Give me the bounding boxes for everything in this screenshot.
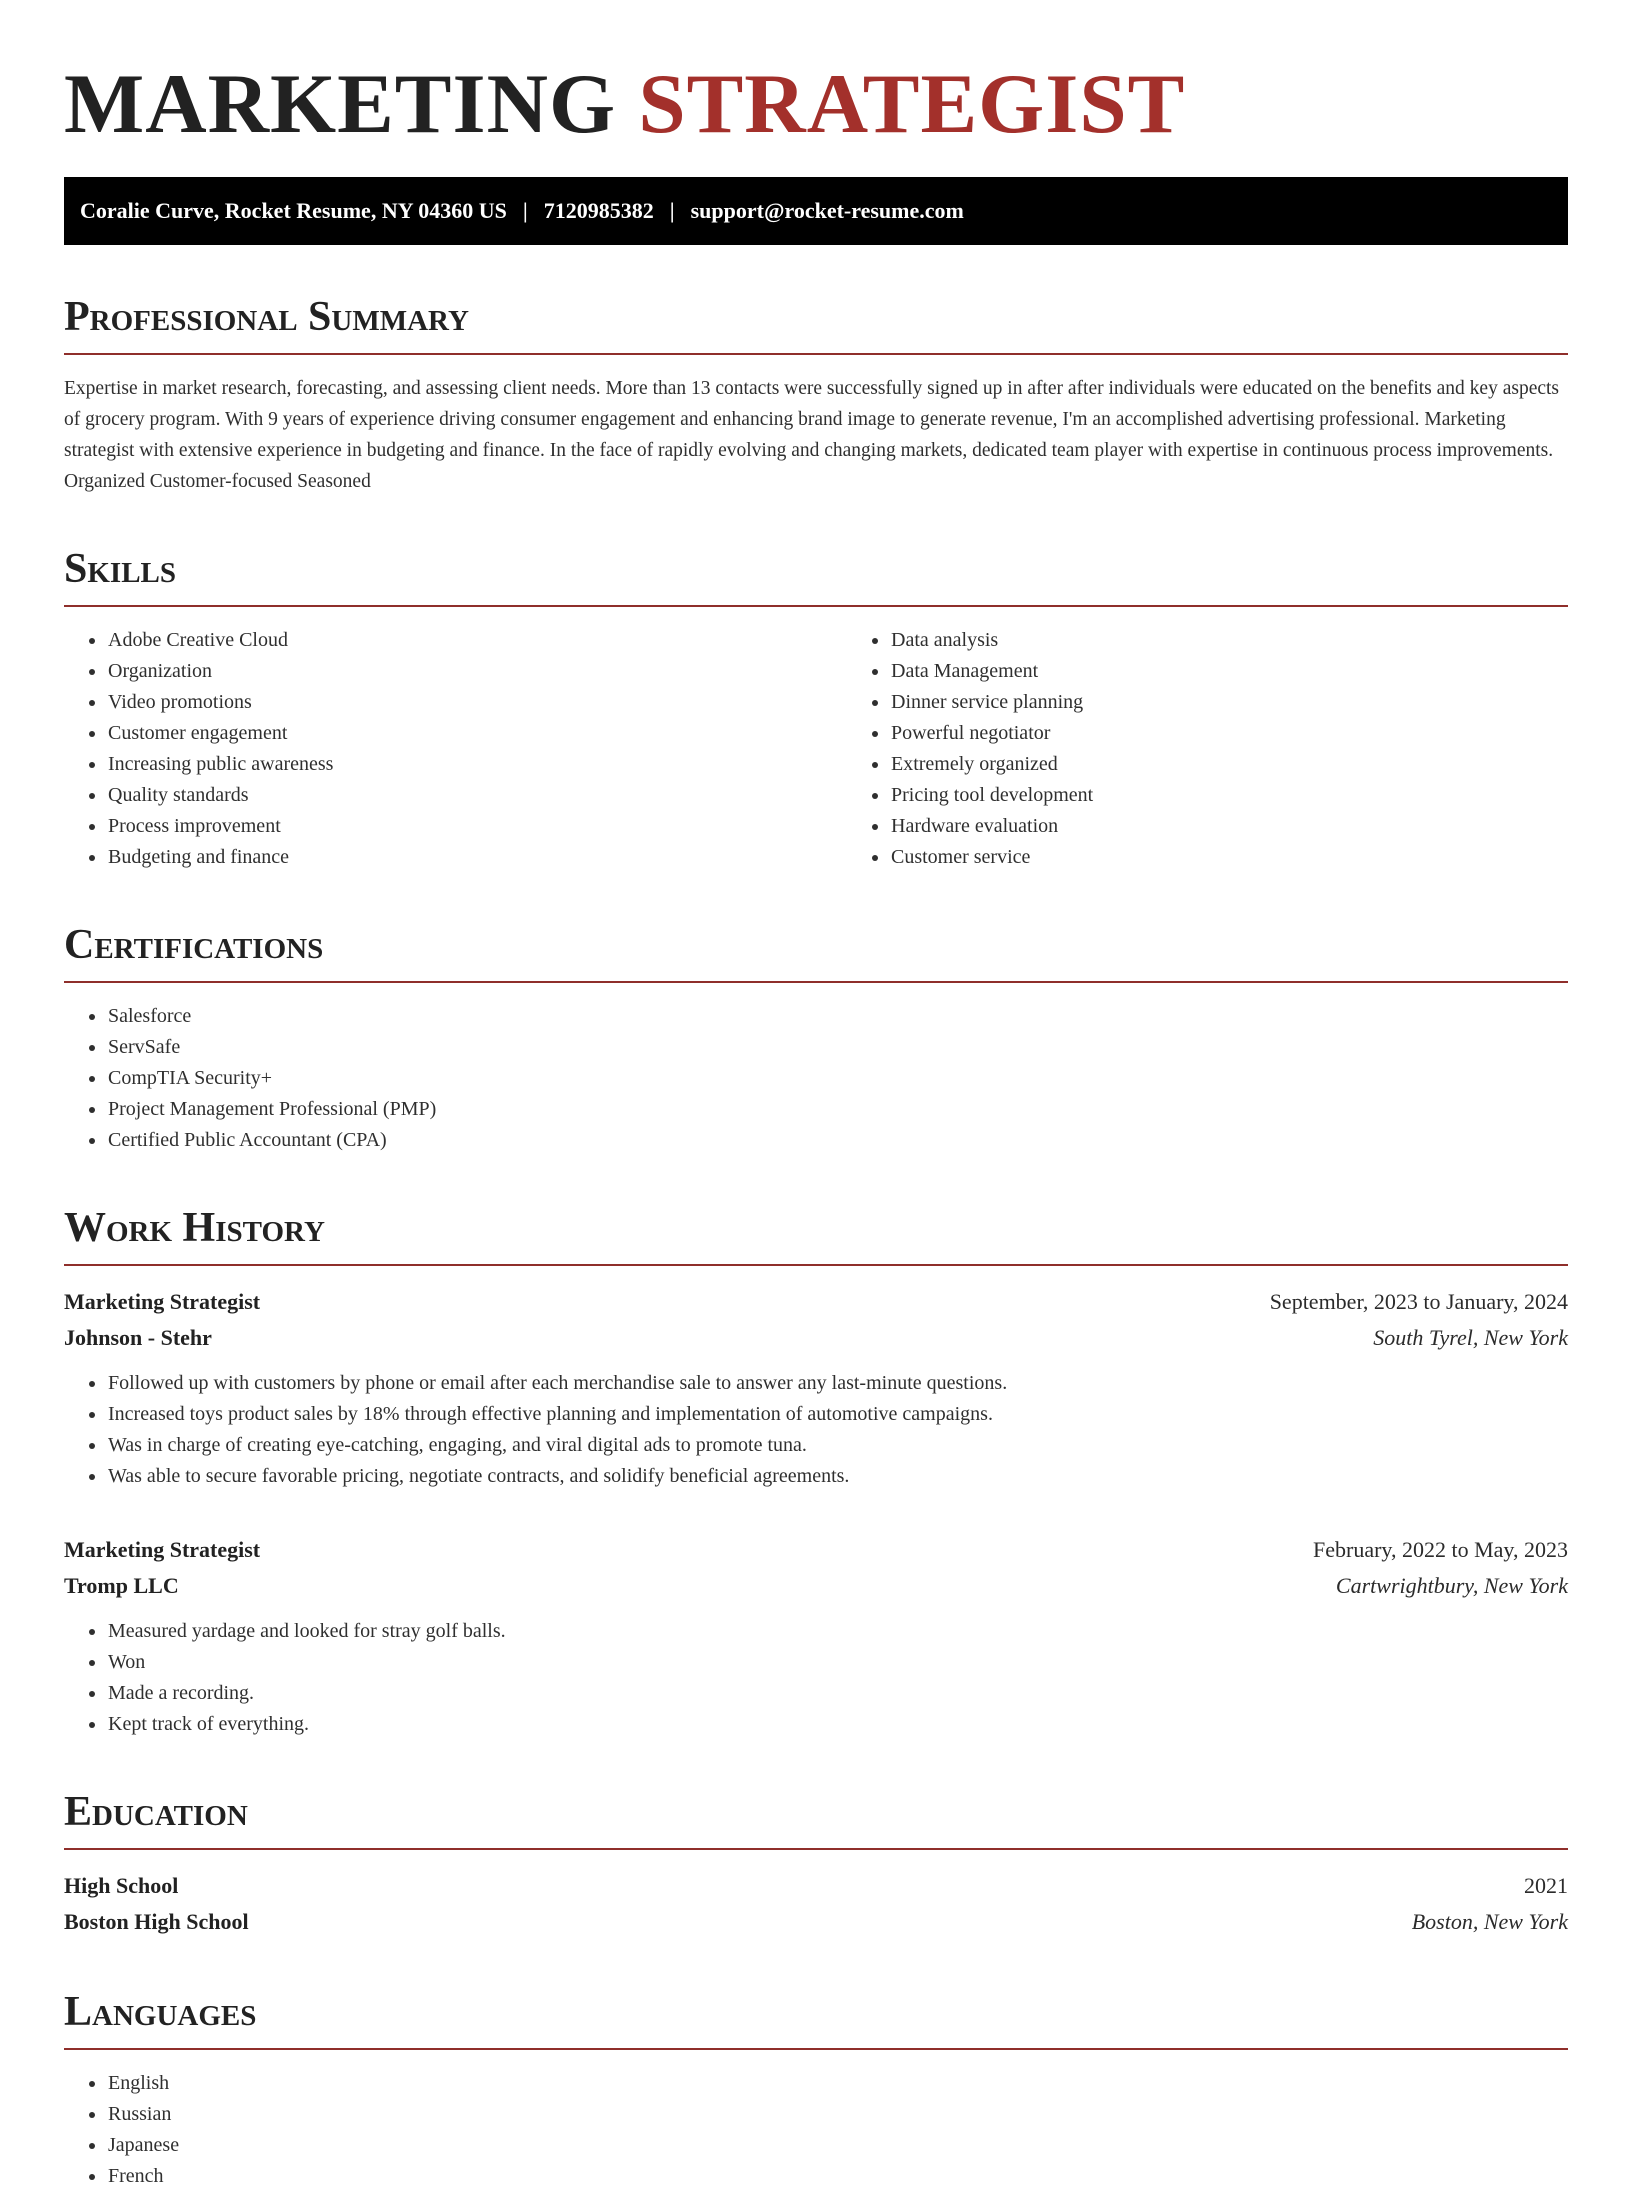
language-item: • English (107, 2068, 1568, 2099)
skill-item: • Extremely organized (890, 749, 1630, 780)
job-duty: • Kept track of everything. (107, 1709, 1568, 1740)
job-duties-list (64, 1616, 1568, 1740)
contact-address: Coralie Curve, Rocket Resume, NY 04360 US (80, 198, 507, 223)
skills-heading: Skills (64, 545, 1568, 607)
certification-item: • ServSafe (107, 1032, 1568, 1063)
skills-list-left (64, 625, 847, 873)
contact-separator: | (522, 198, 528, 223)
education-school-row (64, 1904, 1568, 1940)
education-degree: High School (64, 1873, 179, 1898)
languages-section (64, 1988, 1568, 2192)
title-main: MARKETING (64, 57, 617, 151)
skill-item: • Organization (107, 656, 847, 687)
resume-title (64, 54, 1568, 154)
skill-item: • Pricing tool development (890, 780, 1630, 811)
certifications-section (64, 921, 1568, 1156)
job-duty: • Was in charge of creating eye-catching, engaging, and viral digital ads to promote tuna. (107, 1430, 1568, 1461)
title-accent: STRATEGIST (638, 57, 1186, 151)
work-history-heading: Work History (64, 1204, 1568, 1266)
job-location: South Tyrel, New York (1373, 1325, 1568, 1350)
certifications-list (64, 1001, 1568, 1156)
skill-item: • Customer engagement (107, 718, 847, 749)
language-item: • Japanese (107, 2130, 1568, 2161)
job-company: Tromp LLC (64, 1573, 179, 1598)
resume-page (64, 0, 1568, 2192)
education-section (64, 1788, 1568, 1940)
skill-item: • Increasing public awareness (107, 749, 847, 780)
contact-separator: | (669, 198, 675, 223)
job-duty: • Won (107, 1647, 1568, 1678)
skill-item: • Process improvement (107, 811, 847, 842)
certification-item: • CompTIA Security+ (107, 1063, 1568, 1094)
job-entry (64, 1532, 1568, 1740)
summary-heading: Professional Summary (64, 293, 1568, 355)
skill-item: • Data analysis (890, 625, 1630, 656)
skill-item: • Powerful negotiator (890, 718, 1630, 749)
job-company-row (64, 1320, 1568, 1356)
skill-item: • Adobe Creative Cloud (107, 625, 847, 656)
skill-item: • Quality standards (107, 780, 847, 811)
job-location: Cartwrightbury, New York (1335, 1573, 1568, 1598)
job-role-row (64, 1532, 1568, 1568)
job-role-row (64, 1284, 1568, 1320)
skill-item: • Data Management (890, 656, 1630, 687)
skill-item: • Budgeting and finance (107, 842, 847, 873)
contact-email: support@rocket-resume.com (690, 198, 964, 223)
job-duty: • Followed up with customers by phone or email after each merchandise sale to answer any last-minute questions. (107, 1368, 1568, 1399)
job-dates: February, 2022 to May, 2023 (1313, 1537, 1568, 1562)
languages-heading: Languages (64, 1988, 1568, 2050)
job-company-row (64, 1568, 1568, 1604)
job-duties-list (64, 1368, 1568, 1492)
education-year: 2021 (1524, 1873, 1568, 1898)
skill-item: • Video promotions (107, 687, 847, 718)
language-item: • Russian (107, 2099, 1568, 2130)
job-company: Johnson - Stehr (64, 1325, 212, 1350)
job-dates: September, 2023 to January, 2024 (1269, 1289, 1568, 1314)
contact-bar (64, 177, 1568, 245)
education-location: Boston, New York (1411, 1909, 1568, 1934)
job-role: Marketing Strategist (64, 1537, 261, 1562)
work-history-section (64, 1204, 1568, 1740)
skill-item: • Hardware evaluation (890, 811, 1630, 842)
education-entry (64, 1868, 1568, 1940)
job-duty: • Made a recording. (107, 1678, 1568, 1709)
languages-list (64, 2068, 1568, 2192)
job-duty: • Was able to secure favorable pricing, negotiate contracts, and solidify beneficial agreements. (107, 1461, 1568, 1492)
education-degree-row (64, 1868, 1568, 1904)
contact-phone: 7120985382 (543, 198, 654, 223)
skills-list-right (847, 625, 1630, 873)
certification-item: • Project Management Professional (PMP) (107, 1094, 1568, 1125)
skills-section (64, 545, 1568, 873)
summary-section (64, 293, 1568, 497)
language-item: • French (107, 2161, 1568, 2192)
job-entry (64, 1284, 1568, 1492)
skills-columns (64, 607, 1568, 873)
summary-text: Expertise in market research, forecasting, and assessing client needs. More than 13 contacts were successfully signed up in after after individuals were educated on the benefits and key aspects of grocery program. With 9 years of experience driving consumer engagement and enhancing brand image to generate revenue, I'm an accomplished advertising professional. Marketing strategist with extensive experience in budgeting and finance. In the face of rapidly evolving and changing markets, dedicated team player with expertise in continuous process improvements. Organized Customer-focused Seasoned (64, 378, 1560, 492)
job-role: Marketing Strategist (64, 1289, 261, 1314)
certifications-heading: Certifications (64, 921, 1568, 983)
skill-item: • Dinner service planning (890, 687, 1630, 718)
job-duty: • Measured yardage and looked for stray golf balls. (107, 1616, 1568, 1647)
education-heading: Education (64, 1788, 1568, 1850)
job-duty: • Increased toys product sales by 18% through effective planning and implementation of automotive campaigns. (107, 1399, 1568, 1430)
skill-item: • Customer service (890, 842, 1630, 873)
education-school: Boston High School (64, 1909, 249, 1934)
certification-item: • Certified Public Accountant (CPA) (107, 1125, 1568, 1156)
certification-item: • Salesforce (107, 1001, 1568, 1032)
